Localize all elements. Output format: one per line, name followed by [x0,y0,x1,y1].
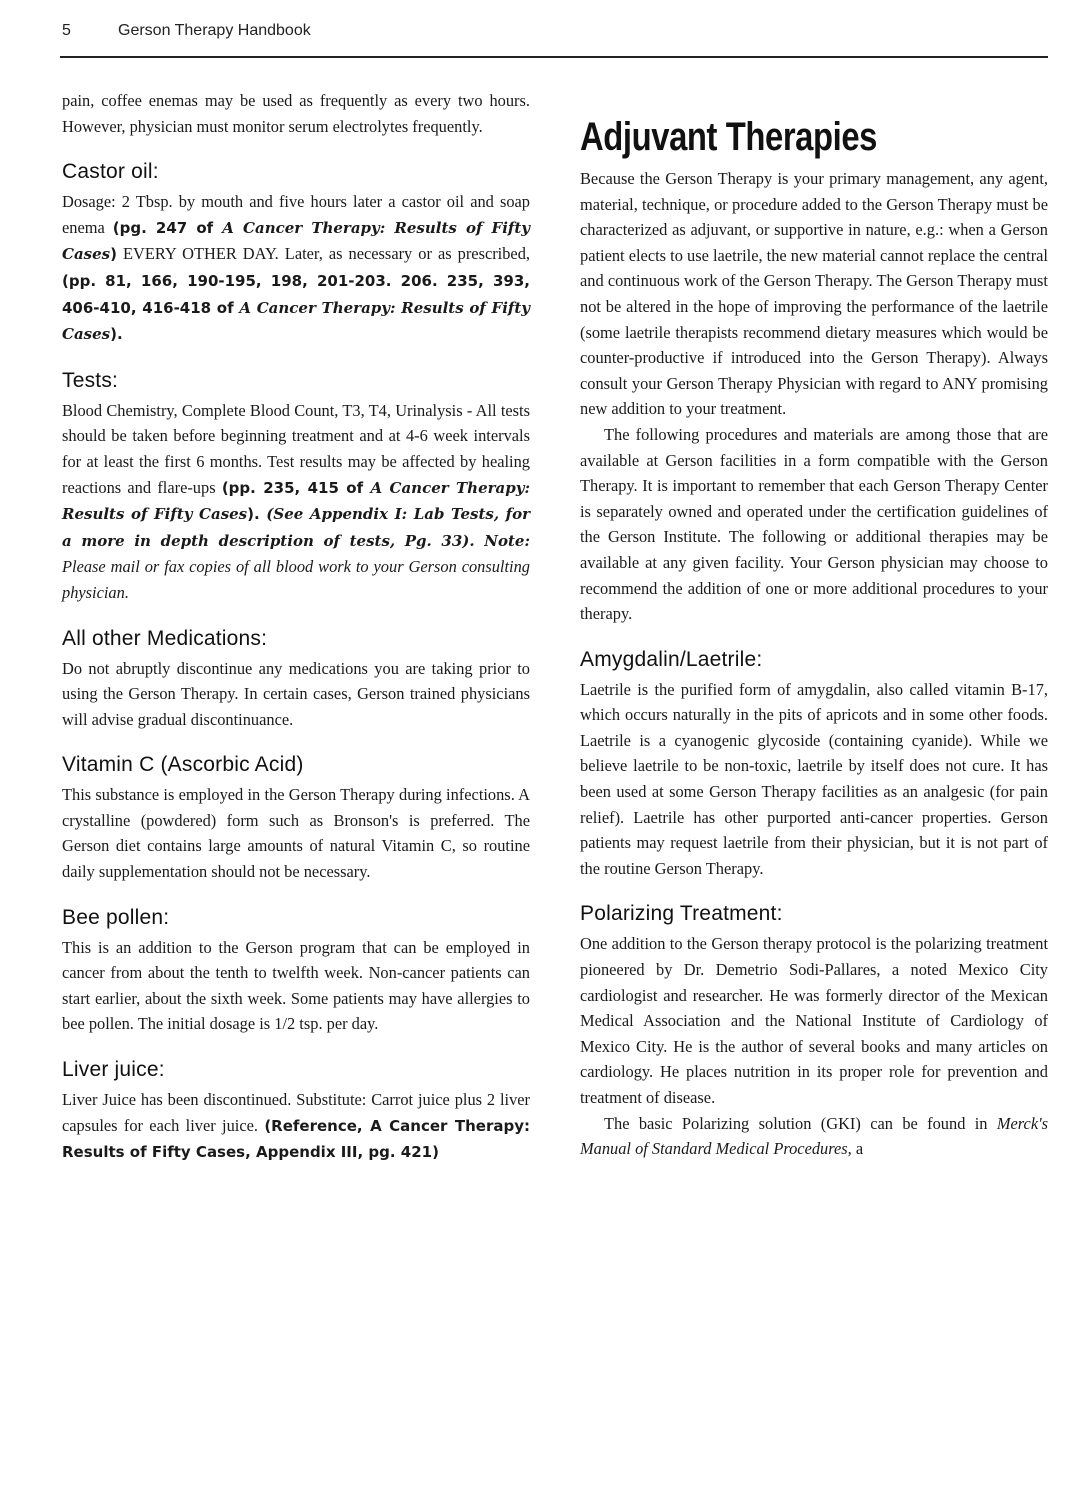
tests-heading: Tests: [62,368,119,392]
amygdalin-heading: Amygdalin/Laetrile: [580,647,763,671]
right-column [580,112,1048,1162]
section-title: Adjuvant Therapies [580,115,878,159]
bee-pollen-paragraph: This is an addition to the Gerson program that can be employed in cancer from about the tenth to twelfth week. Non-cancer patients can start earlier, about the sixth week. Some patients may have allergies to bee pollen. The initial dosage is 1/2 tsp. per day. [62,937,530,1034]
adjuvant-paragraph-2: The following procedures and materials are among those that are available at Gerson facilities in a form compatible with the Gerson Therapy. It is important to remember that each Gerson Therapy Center is separately owned and operated under the certification guidelines of the Gerson Institute. The following or additional therapies may be available at any given facility. Your Gerson physician may choose to recommend the addition of one or more additional procedures to your therapy. [580,424,1048,624]
intro-paragraph: pain, coffee enemas may be used as frequently as every two hours. However, physician must monitor serum electrolytes frequently. [62,91,530,136]
adjuvant-paragraph-1: Because the Gerson Therapy is your primary management, any agent, material, technique, or procedure added to the Gerson Therapy must be characterized as adjuvant, or supportive in nature, e.g.: when a Gerson patient elects to use laetrile, the new material cannot replace the central and continuous work of the Gerson Therapy. The Gerson Therapy must not be altered in the hope of improving the performance of the laetrile (some laetrile therapists recommend dietary measures which would be counter-productive if introduced into the Gerson Therapy). Always consult your Gerson Therapy Physician with regard to ANY promising new addition to your treatment. [580,169,1048,419]
amygdalin-paragraph: Laetrile is the purified form of amygdalin, also called vitamin B-17, which occurs naturally in the pits of apricots and in some other foods. Laetrile is a cyanogenic glycoside (containing cyanide). While we believe laetrile to be non-toxic, laetrile by itself does not cure. It has been used at some Gerson Therapy facilities as an analgesic (for pain relief). Laetrile has other purported anti-cancer properties. Gerson patients may request laetrile from their physician, but it is not part of the routine Gerson Therapy. [580,679,1048,878]
polarizing-heading: Polarizing Treatment: [580,902,783,926]
liver-juice-heading: Liver juice: [62,1058,165,1082]
liver-juice-paragraph: Liver Juice has been discontinued. Substitute: Carrot juice plus 2 liver capsules for each liver juice. (Reference, A Cancer Therapy: Results of Fifty Cases, Appendix III, pg. 421) [62,1090,530,1162]
bee-pollen-heading: Bee pollen: [62,905,170,929]
vitamin-c-heading: Vitamin C (Ascorbic Acid) [62,753,304,777]
medications-paragraph: Do not abruptly discontinue any medications you are taking prior to using the Gerson Therapy. In certain cases, Gerson trained physicians will advise gradual discontinuance. [62,658,530,729]
page-number: 5 [62,22,71,39]
polarizing-paragraph-2: The basic Polarizing solution (GKI) can be found in Merck's Manual of Standard Medical Procedures, a [580,1113,1048,1159]
castor-oil-heading: Castor oil: [62,160,159,184]
running-title: Gerson Therapy Handbook [118,22,311,39]
castor-oil-paragraph: Dosage: 2 Tbsp. by mouth and five hours later a castor oil and soap enema (pg. 247 of A Cancer Therapy: Results of Fifty Cases) EVERY OTHER DAY. Later, as necessary or as prescribed, (pp. 81, 166, 190-195, 198, 201-203. 206. 235, 393, 406-410, 416-418 of A Cancer Therapy: Results of Fifty Cases). [62,192,530,344]
left-column [62,88,530,1166]
medications-heading: All other Medications: [62,626,268,650]
polarizing-paragraph-1: One addition to the Gerson therapy protocol is the polarizing treatment pioneered by Dr. Demetrio Sodi-Pallares, a noted Mexico City cardiologist and researcher. He was formerly director of the Mexican Medical Association and the National Institute of Cardiology of Mexico City. He is the author of several books and many articles on cardiology. He places nutrition in its proper role for prevention and treatment of disease. [580,934,1048,1107]
tests-paragraph: Blood Chemistry, Complete Blood Count, T3, T4, Urinalysis - All tests should be taken before beginning treatment and at 4-6 week intervals for at least the first 6 months. Test results may be affected by healing reactions and flare-ups (pp. 235, 415 of A Cancer Therapy: Results of Fifty Cases). (See Appendix I: Lab Tests, for a more in depth description of tests, Pg. 33). Note: Please mail or fax copies of all blood work to your Gerson consulting physician. [62,400,531,602]
vitamin-c-paragraph: This substance is employed in the Gerson Therapy during infections. A crystalline (powdered) form such as Bronson's is preferred. The Gerson diet contains large amounts of natural Vitamin C, so routine daily supplementation should not be necessary. [62,785,530,882]
page-header [60,20,1048,58]
